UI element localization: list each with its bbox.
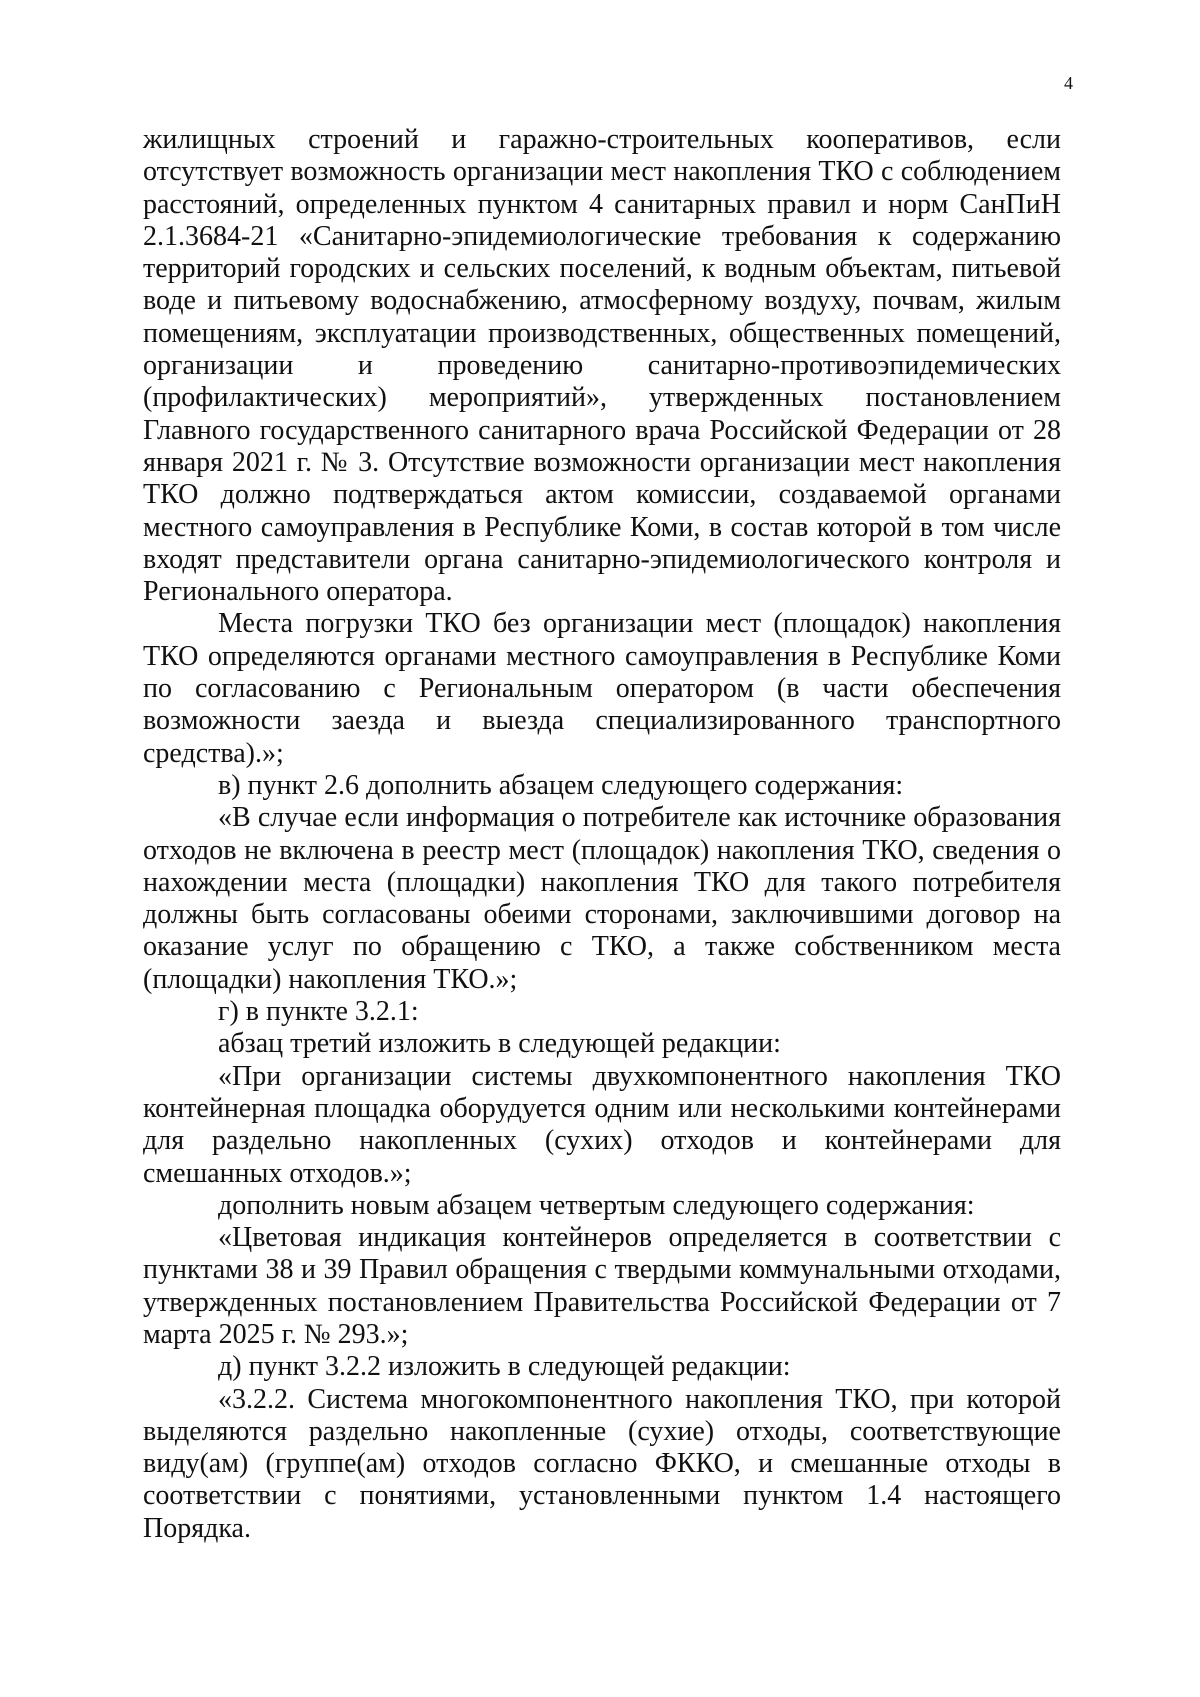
paragraph: в) пункт 2.6 дополнить абзацем следующего содержания: bbox=[218, 769, 904, 801]
document-body bbox=[143, 124, 1061, 1545]
paragraph: «3.2.2. Система многокомпонентного накопления ТКО, при которой выделяются раздельно накопленные (сухие) отходы, соответствующие виду(ам) (группе(ам) отходов согласно ФККО, и смешанные отходы в соответствии с понятиями, установленными пунктом 1.4 настоящего Порядка. bbox=[143, 1383, 1061, 1544]
paragraph: дополнить новым абзацем четвертым следующего содержания: bbox=[218, 1189, 975, 1221]
paragraph: Места погрузки ТКО без организации мест (площадок) накопления ТКО определяются органами местного самоуправления в Республике Коми по согласованию с Региональным оператором (в части обеспечения возможности заезда и выезда специализированного транспортного средства).»; bbox=[143, 608, 1061, 769]
paragraph: жилищных строений и гаражно-строительных кооперативов, если отсутствует возможность организации мест накопления ТКО с соблюдением расстояний, определенных пунктом 4 санитарных правил и норм СанПиН 2.1.3684-21 «Санитарно-эпидемиологические требования к содержанию территорий городских и сельских поселений, к водным объектам, питьевой воде и питьевому водоснабжению, атмосферному воздуху, почвам, жилым помещениям, эксплуатации производственных, общественных помещений, организации и проведению санитарно-противоэпидемических (профилактических) мероприятий», утвержденных постановлением Главного государственного санитарного врача Российской Федерации от 28 января 2021 г. № 3. Отсутствие возможности организации мест накопления ТКО должно подтверждаться актом комиссии, создаваемой органами местного самоуправления в Республике Коми, в состав которой в том числе входят представители органа санитарно-эпидемиологического контроля и Регионального оператора. bbox=[143, 124, 1061, 608]
paragraph: абзац третий изложить в следующей редакции: bbox=[218, 1028, 781, 1060]
page-number: 4 bbox=[1064, 73, 1073, 93]
paragraph: г) в пункте 3.2.1: bbox=[218, 996, 419, 1028]
paragraph: д) пункт 3.2.2 изложить в следующей редакции: bbox=[218, 1351, 791, 1383]
paragraph: «Цветовая индикация контейнеров определяется в соответствии с пунктами 38 и 39 Правил обращения с твердыми коммунальными отходами, утвержденных постановлением Правительства Российской Федерации от 7 марта 2025 г. № 293.»; bbox=[143, 1222, 1061, 1350]
paragraph: «В случае если информация о потребителе как источнике образования отходов не включена в реестр мест (площадок) накопления ТКО, сведения о нахождении места (площадки) накопления ТКО для такого потребителя должны быть согласованы обеими сторонами, заключившими договор на оказание услуг по обращению с ТКО, а также собственником места (площадки) накопления ТКО.»; bbox=[143, 802, 1061, 995]
paragraph: «При организации системы двухкомпонентного накопления ТКО контейнерная площадка оборудуется одним или несколькими контейнерами для раздельно накопленных (сухих) отходов и контейнерами для смешанных отходов.»; bbox=[143, 1060, 1061, 1189]
